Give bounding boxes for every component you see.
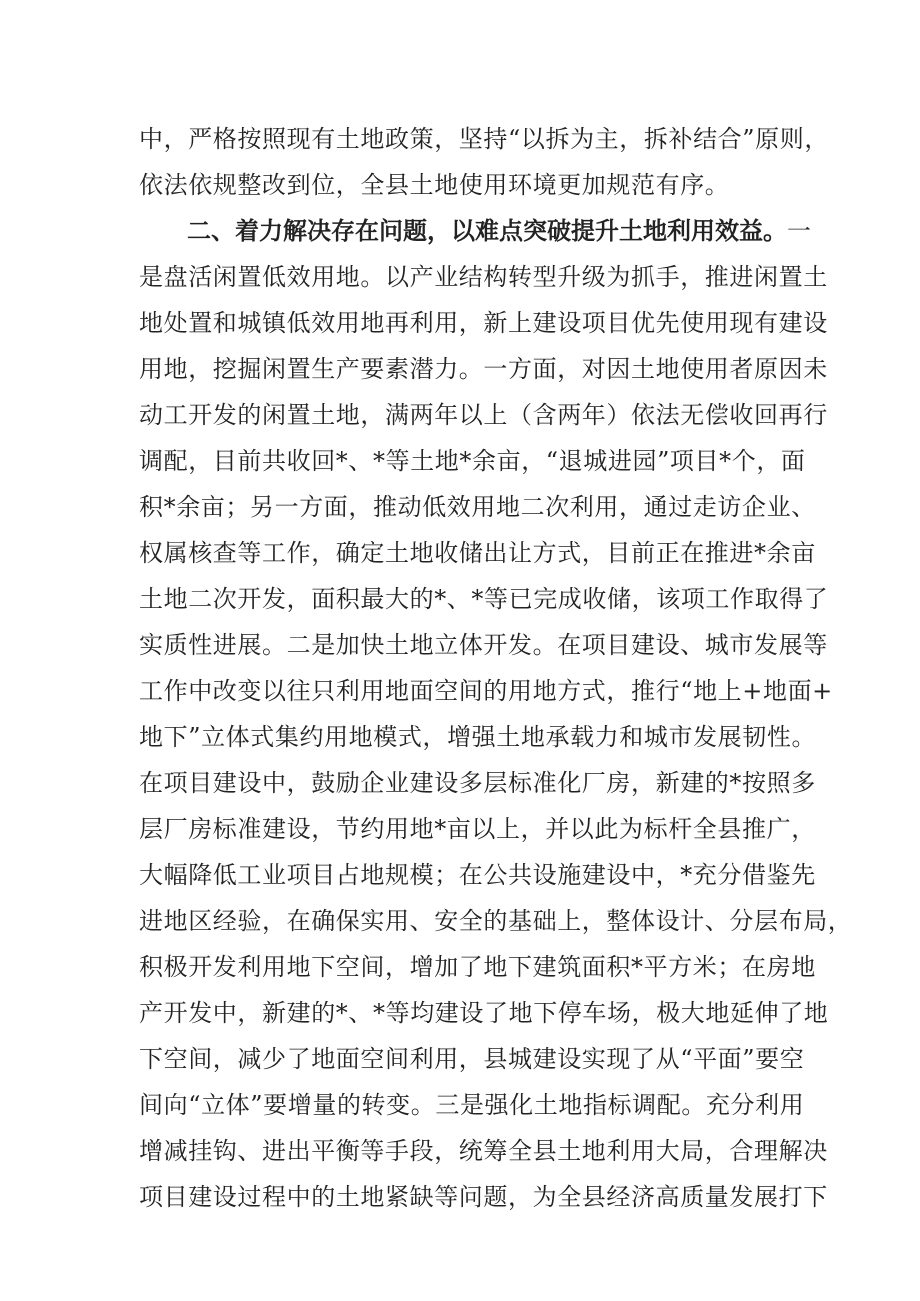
paragraph-line: 积极开发利用地下空间，增加了地下建筑面积*平方米；在房地	[139, 953, 816, 981]
paragraph-line: 土地二次开发，面积最大的*、*等已完成收储，该项工作取得了	[139, 585, 829, 613]
paragraph-line: 大幅降低工业项目占地规模；在公共设施建设中，*充分借鉴先	[139, 861, 816, 889]
paragraph-line: 实质性进展。二是加快土地立体开发。在项目建设、城市发展等	[139, 631, 828, 659]
paragraph-line: 产开发中，新建的*、*等均建设了地下停车场，极大地延伸了地	[139, 999, 829, 1027]
paragraph-line: 依法依规整改到位，全县土地使用环境更加规范有序。	[139, 171, 730, 199]
section-heading: 二、着力解决存在问题，以难点突破提升土地利用效益。	[187, 217, 787, 245]
paragraph-line: 工作中改变以往只利用地面空间的用地方式，推行“地上+地面+	[139, 677, 833, 705]
paragraph-line: 地处置和城镇低效用地再利用，新上建设项目优先使用现有建设	[139, 309, 828, 337]
paragraph-line: 下空间，减少了地面空间利用，县城建设实现了从“平面”要空	[139, 1045, 805, 1073]
paragraph-line: 在项目建设中，鼓励企业建设多层标准化厂房，新建的*按照多	[139, 769, 816, 797]
paragraph-line: 地下”立体式集约用地模式，增强土地承载力和城市发展韧性。	[139, 723, 817, 751]
paragraph-line: 项目建设过程中的土地紧缺等问题，为全县经济高质量发展打下	[139, 1183, 828, 1211]
paragraph-line: 是盘活闲置低效用地。以产业结构转型升级为抓手，推进闲置土	[139, 263, 828, 291]
paragraph-line: 层厂房标准建设，节约用地*亩以上，并以此为标杆全县推广，	[139, 815, 816, 843]
paragraph-line: 进地区经验，在确保实用、安全的基础上，整体设计、分层布局，	[139, 907, 853, 935]
paragraph-line: 积*余亩；另一方面，推动低效用地二次利用，通过走访企业、	[139, 493, 816, 521]
section-heading-line	[187, 208, 812, 254]
paragraph-line: 用地，挖掘闲置生产要素潜力。一方面，对因土地使用者原因未	[139, 355, 828, 383]
paragraph-line: 调配，目前共收回*、*等土地*余亩，“退城进园”项目*个，面	[139, 447, 806, 475]
paragraph-line: 动工开发的闲置土地，满两年以上（含两年）依法无偿收回再行	[139, 401, 828, 429]
paragraph-line: 间向“立体”要增量的转变。三是强化土地指标调配。充分利用	[139, 1091, 805, 1119]
paragraph-line: 增减挂钩、进出平衡等手段，统筹全县土地利用大局，合理解决	[139, 1137, 828, 1165]
paragraph-line: 中，严格按照现有土地政策，坚持“以拆为主，拆补结合”原则，	[139, 125, 829, 153]
paragraph-text: 一	[787, 217, 812, 245]
paragraph-line: 权属核查等工作，确定土地收储出让方式，目前正在推进*余亩	[139, 539, 816, 567]
